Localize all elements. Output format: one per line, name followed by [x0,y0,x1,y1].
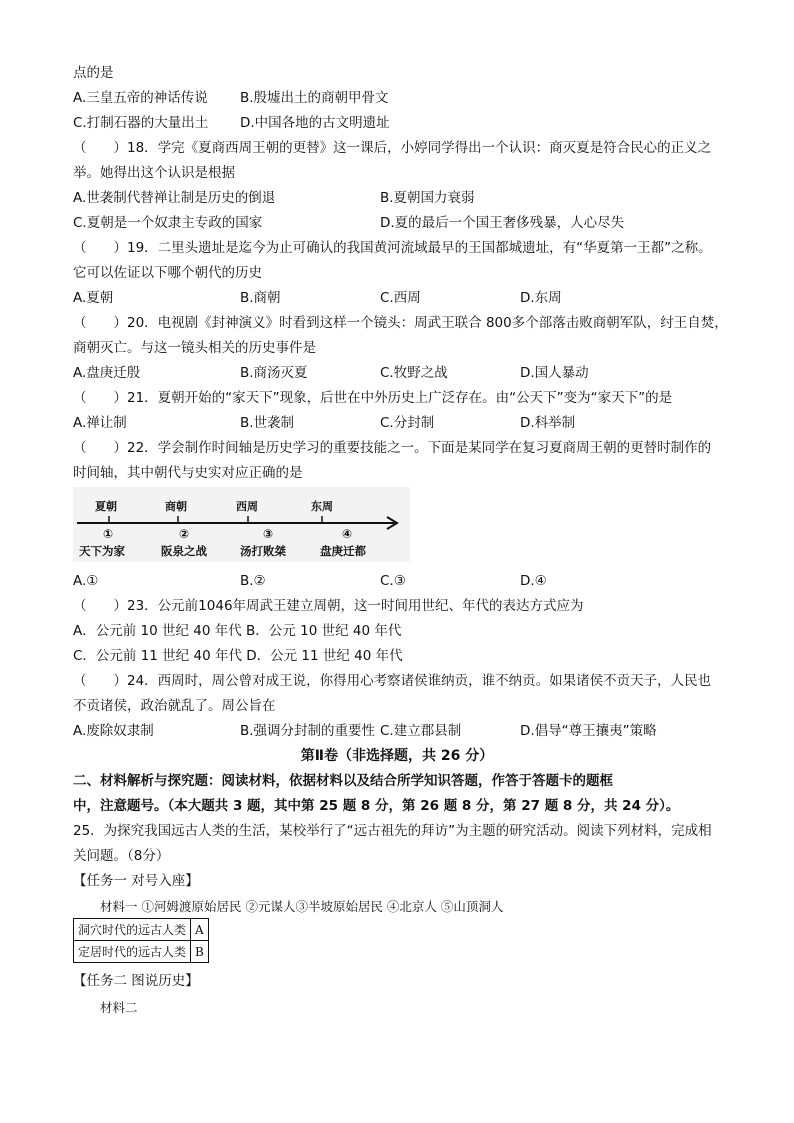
option-a: A.三皇五帝的神话传说 [73,90,208,106]
table-cell-answer: B [191,941,209,963]
option-a: A.废除奴隶制 [73,723,154,739]
option-c: C.建立郡县制 [380,723,462,739]
timeline-number: ④ [342,527,353,541]
timeline-dynasty: 西周 [236,500,258,513]
question-18: （ ）18．学完《夏商西周王朝的更替》这一课后，小婷同学得出一个认识：商灭夏是符合民心的正义之 [73,140,712,156]
timeline-number: ② [179,527,190,541]
question-22-cont: 时间轴，其中朝代与史实对应正确的是 [73,465,303,481]
question-23: （ ）23．公元前1046年周武王建立周朝，这一时间用世纪、年代的表达方式应为 [73,598,584,614]
timeline-dynasty: 东周 [311,500,333,513]
timeline-dynasty: 夏朝 [95,500,117,513]
table-row [74,941,209,963]
option-b: B.殷墟出土的商朝甲骨文 [240,90,389,106]
question-22: （ ）22．学会制作时间轴是历史学习的重要技能之一。下面是某同学在复习夏商周王朝的更替时制作的 [73,440,712,456]
table-cell-label: 洞穴时代的远古人类 [74,919,191,941]
question-23-options-cd: C．公元前 11 世纪 40 年代 D．公元 11 世纪 40 年代 [73,648,403,664]
text-line: 点的是 [73,65,114,81]
timeline-dynasty: 商朝 [165,500,187,513]
timeline-event: 天下为家 [79,544,125,558]
material-1: 材料一 ①河姆渡原始居民 ②元谋人③半坡原始居民 ④北京人 ⑤山顶洞人 [100,899,504,914]
table-cell-answer: A [191,919,209,941]
option-c: C.夏朝是一个奴隶主专政的国家 [73,215,263,231]
task-2-heading: 【任务二 图说历史】 [73,973,199,989]
timeline-event: 盘庚迁都 [320,544,366,558]
question-18-cont: 举。她得出这个认识是根据 [73,165,235,181]
option-d: D.中国各地的古文明遗址 [240,115,390,131]
option-b: B.商汤灭夏 [240,365,308,381]
timeline-figure [73,487,410,562]
option-a: A.盘庚迁殷 [73,365,141,381]
question-24-cont: 不贡诸侯，政治就乱了。周公旨在 [73,698,276,714]
question-21: （ ）21．夏朝开始的“家天下”现象，后世在中外历史上广泛存在。由“公天下”变为“家天下”的是 [73,390,673,406]
question-25-cont: 关问题。（8分） [73,848,170,864]
option-d: D.东周 [520,290,562,306]
instructions-line-1: 二、材料解析与探究题：阅读材料，依据材料以及结合所学知识答题，作答于答题卡的题框 [73,773,613,789]
option-b: B.夏朝国力衰弱 [380,190,475,206]
table-cell-label: 定居时代的远古人类 [74,941,191,963]
instructions-line-2: 中，注意题号。（本大题共 3 题，其中第 25 题 8 分，第 26 题 8 分，第 27 题 8 分，共 24 分）。 [73,798,680,814]
timeline-event: 汤打败桀 [240,544,286,558]
option-c: C.分封制 [380,415,435,431]
question-23-options-ab: A．公元前 10 世纪 40 年代 B．公元 10 世纪 40 年代 [73,623,402,639]
option-a: A.禅让制 [73,415,127,431]
option-d: D.国人暴动 [520,365,589,381]
material-2: 材料二 [100,1000,138,1015]
matching-table [73,918,209,963]
task-1-heading: 【任务一 对号入座】 [73,873,199,889]
option-c: C.西周 [380,290,421,306]
option-a: A.世袭制代替禅让制是历史的倒退 [73,190,276,206]
question-19: （ ）19．二里头遗址是迄今为止可确认的我国黄河流域最早的王国都城遗址，有“华夏第一王都”之称。 [73,240,712,256]
option-a: A.① [73,573,99,589]
option-b: B.② [240,573,266,589]
option-d: D.夏的最后一个国王奢侈残暴，人心尽失 [380,215,625,231]
table-row [74,919,209,941]
timeline-number: ③ [263,527,274,541]
question-20: （ ）20．电视剧《封神演义》时看到这样一个镜头：周武王联合 800多个部落击败商朝军队，纣王自焚， [73,315,728,331]
option-c: C.打制石器的大量出土 [73,115,209,131]
option-b: B.世袭制 [240,415,295,431]
option-d: D.科举制 [520,415,576,431]
option-b: B.强调分封制的重要性 [240,723,376,739]
question-20-cont: 商朝灭亡。与这一镜头相关的历史事件是 [73,340,316,356]
question-19-cont: 它可以佐证以下哪个朝代的历史 [73,265,262,281]
question-24: （ ）24．西周时，周公曾对成王说，你得用心考察诸侯谁纳贡，谁不纳贡。如果诸侯不贡天子，人民也 [73,673,712,689]
option-b: B.商朝 [240,290,281,306]
option-d: D.④ [520,573,547,589]
option-a: A.夏朝 [73,290,114,306]
section-heading: 第Ⅱ卷（非选择题，共 26 分） [300,748,494,764]
question-25: 25．为探究我国远古人类的生活，某校举行了“远古祖先的拜访”为主题的研究活动。阅读下列材料，完成相 [73,823,712,839]
option-d: D.倡导“尊王攘夷”策略 [520,723,657,739]
option-c: C.③ [380,573,406,589]
option-c: C.牧野之战 [380,365,448,381]
timeline-event: 阪泉之战 [161,544,207,558]
timeline-number: ① [103,527,114,541]
